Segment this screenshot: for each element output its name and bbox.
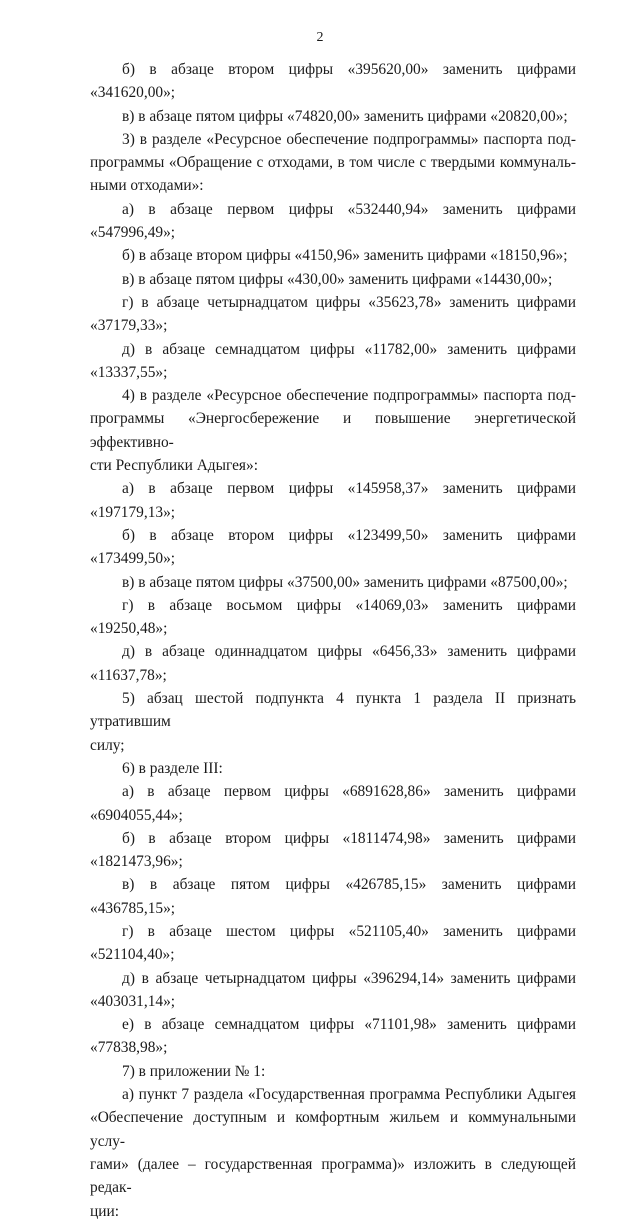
text-line: «77838,98»; (90, 1039, 168, 1057)
text-line: а) пункт 7 раздела «Государственная программа Республики Адыгея (122, 1086, 576, 1104)
paragraph (90, 757, 576, 780)
text-line: г) в абзаце восьмом цифры «14069,03» заменить цифрами «19250,48»; (90, 596, 576, 638)
text-line: гами» (далее – государственная программа)» изложить в следующей редак- (90, 1155, 576, 1197)
text-line: «197179,13»; (90, 503, 176, 521)
text-line: 4) в разделе «Ресурсное обеспечение подпрограммы» паспорта под- (122, 387, 576, 405)
text-line: «173499,50»; (90, 550, 176, 568)
paragraph (90, 128, 576, 198)
text-line: д) в абзаце семнадцатом цифры «11782,00» заменить цифрами (122, 340, 576, 358)
text-line: а) в абзаце первом цифры «532440,94» заменить цифрами (122, 200, 576, 218)
text-line: б) в абзаце втором цифры «123499,50» заменить цифрами (122, 526, 576, 544)
paragraph (90, 338, 576, 385)
document-body (90, 58, 576, 1223)
text-line: г) в абзаце четырнадцатом цифры «35623,78» заменить цифрами (122, 293, 576, 311)
paragraph (90, 967, 576, 1014)
text-line: «403031,14»; (90, 992, 176, 1010)
text-line: «13337,55»; (90, 363, 168, 381)
text-line: программы «Энергосбережение и повышение энергетической эффективно- (90, 410, 576, 451)
text-line: г) в абзаце шестом цифры «521105,40» заменить цифрами (122, 922, 576, 940)
text-line: ции: (90, 1202, 119, 1220)
text-line: ными отходами»: (90, 177, 204, 195)
paragraph (90, 105, 576, 128)
paragraph (90, 1083, 576, 1223)
text-line: силу; (90, 736, 125, 754)
text-line: 5) абзац шестой подпункта 4 пункта 1 раздела II признать утратившим (90, 690, 576, 731)
paragraph (90, 384, 576, 477)
text-line: д) в абзаце одиннадцатом цифры «6456,33» заменить цифрами (122, 643, 576, 661)
text-line: «521104,40»; (90, 946, 175, 964)
text-line: а) в абзаце первом цифры «6891628,86» заменить цифрами (122, 783, 576, 801)
paragraph (90, 291, 576, 338)
text-line: программы «Обращение с отходами, в том числе с твердыми коммуналь- (90, 154, 576, 172)
text-line: «Обеспечение доступным и комфортным жильем и коммунальными услу- (90, 1109, 576, 1150)
text-line: а) в абзаце первом цифры «145958,37» заменить цифрами (122, 480, 576, 498)
text-line: «341620,00»; (90, 84, 176, 102)
paragraph (90, 920, 576, 967)
text-line: е) в абзаце семнадцатом цифры «71101,98» заменить цифрами (122, 1016, 576, 1034)
text-line: б) в абзаце втором цифры «395620,00» заменить цифрами (122, 61, 576, 78)
text-line: «37179,33»; (90, 317, 168, 335)
text-line: б) в абзаце втором цифры «4150,96» заменить цифрами «18150,96»; (122, 247, 568, 265)
page-number: 2 (316, 30, 324, 45)
text-line: в) в абзаце пятом цифры «37500,00» заменить цифрами «87500,00»; (122, 573, 568, 591)
text-line: «11637,78»; (90, 666, 167, 684)
text-line: б) в абзаце втором цифры «1811474,98» заменить цифрами (122, 829, 576, 847)
text-line: «6904055,44»; (90, 806, 183, 824)
text-line: «1821473,96»; (90, 853, 183, 871)
text-line: 6) в разделе III: (122, 759, 223, 777)
paragraph (90, 244, 576, 267)
text-line: «547996,49»; (90, 224, 176, 242)
text-line: в) в абзаце пятом цифры «426785,15» заменить цифрами «436785,15»; (90, 876, 576, 917)
text-line: д) в абзаце четырнадцатом цифры «396294,14» заменить цифрами (122, 969, 576, 987)
paragraph (90, 524, 576, 571)
paragraph (90, 198, 576, 245)
paragraph (90, 780, 576, 827)
paragraph (90, 687, 576, 757)
paragraph (90, 268, 576, 291)
text-line: 3) в разделе «Ресурсное обеспечение подпрограммы» паспорта под- (122, 130, 576, 148)
paragraph (90, 58, 576, 105)
text-line: в) в абзаце пятом цифры «430,00» заменить цифрами «14430,00»; (122, 270, 553, 288)
text-line: сти Республики Адыгея»: (90, 457, 258, 475)
paragraph (90, 873, 576, 920)
paragraph (90, 827, 576, 874)
paragraph (90, 1060, 576, 1083)
text-line: 7) в приложении № 1: (122, 1062, 266, 1080)
text-line: в) в абзаце пятом цифры «74820,00» заменить цифрами «20820,00»; (122, 107, 568, 125)
paragraph (90, 1013, 576, 1060)
paragraph (90, 571, 576, 594)
paragraph (90, 477, 576, 524)
paragraph (90, 640, 576, 687)
paragraph (90, 594, 576, 641)
